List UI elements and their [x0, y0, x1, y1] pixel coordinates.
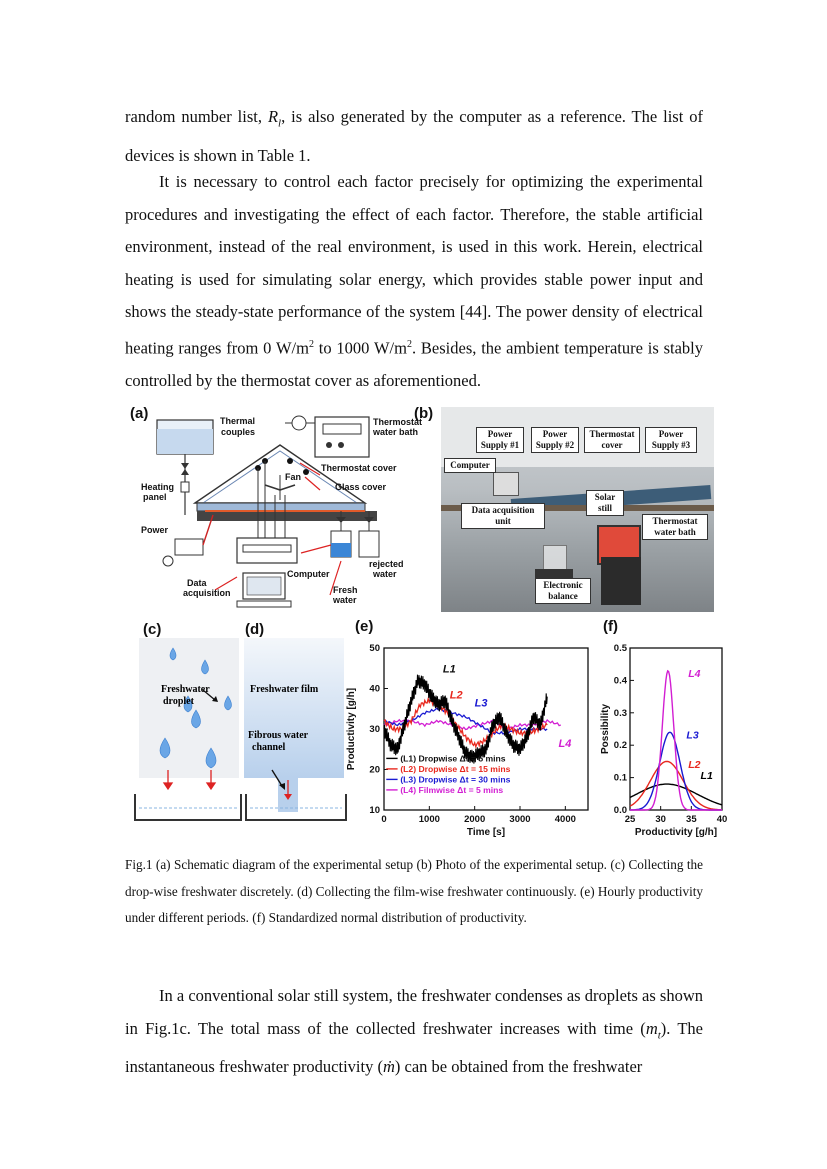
- label-data-acquisition-2: acquisition: [183, 588, 231, 598]
- x-axis-label: Time [s]: [466, 827, 506, 838]
- label-rejected-water-2: water: [373, 569, 397, 579]
- label-heating-panel: Heating: [141, 482, 175, 492]
- x-tick-label: 4000: [554, 814, 576, 825]
- callout-data-acquisition: Data acquisition unit: [461, 503, 545, 529]
- y-tick-label: 50: [369, 643, 380, 654]
- callout-electronic-balance: Electronic balance: [535, 578, 591, 604]
- annotation-l3: L3: [686, 729, 699, 742]
- series-line-l1: [384, 675, 547, 764]
- subscript: t: [657, 1028, 661, 1041]
- x-tick-label: 0: [381, 814, 387, 825]
- callout-thermostat-bath: Thermostat water bath: [642, 514, 708, 540]
- superscript: 2: [308, 338, 314, 350]
- variable-r: R: [267, 107, 279, 126]
- label-freshwater-droplet: Freshwater: [161, 684, 210, 695]
- label-freshwater-droplet-2: droplet: [163, 696, 194, 707]
- legend-entry-l3: (L3) Dropwise Δt = 30 mins: [400, 774, 511, 785]
- text-run: . Besides, the ambient temperature is stably controlled by the thermostat cover as aforementioned.: [125, 338, 704, 390]
- label-heating-panel-2: panel: [143, 492, 167, 502]
- annotation-l1: L1: [700, 770, 713, 783]
- legend-entry-l2: (L2) Dropwise Δt = 15 mins: [400, 763, 511, 774]
- figure-caption: Fig.1 (a) Schematic diagram of the experimental setup (b) Photo of the experimental setup. (c) Collecting the drop-wise freshwater discretely. (d) Collecting the film-wise freshwater continuously. (e) Hourly productivity under different periods. (f) Standardized normal distribution of productivity.: [125, 857, 704, 925]
- label-fan: Fan: [285, 472, 302, 482]
- callout-power-supply-3: Power Supply #3: [645, 427, 697, 453]
- panel-a-letter: (a): [130, 405, 149, 422]
- x-tick-label: 3000: [509, 814, 531, 825]
- label-data-acquisition: Data: [187, 578, 207, 588]
- variable-m: m: [645, 1018, 658, 1038]
- callout-solar-still: Solar still: [586, 490, 624, 516]
- text-run: It is necessary to control each factor precisely for optimizing the experimental procedures and investigating the effect of each factor. Therefore, the stable artificial environment, instead of the real environment, is used in this work. Herein, electrical heating is used for simulating solar energy, which provides stable power input and shows the steady-state performance of the system [44]. The power density of electrical heating ranges from 0 W/m: [125, 172, 703, 357]
- label-fresh-water-2: water: [333, 595, 357, 605]
- panel-c-letter: (c): [143, 621, 162, 638]
- text-run: ). The instantaneous freshwater productivity (: [125, 1018, 704, 1077]
- y-tick-label: 0.3: [613, 707, 627, 719]
- callout-computer: Computer: [444, 458, 496, 473]
- y-tick-label: 30: [369, 724, 380, 735]
- label-thermal-couples-2: couples: [221, 427, 256, 437]
- label-computer: Computer: [287, 569, 330, 579]
- chart-e-productivity: [340, 636, 600, 841]
- legend-entry-l1: (L1) Dropwise Δt = 5 mins: [400, 753, 506, 764]
- y-tick-label: 0.5: [613, 643, 627, 654]
- text-run: random number list,: [125, 107, 268, 126]
- panel-d-letter: (d): [245, 621, 265, 638]
- label-freshwater-film: Freshwater film: [250, 684, 319, 695]
- distribution-curve-l1: [630, 784, 722, 805]
- callout-thermostat-cover: Thermostat cover: [584, 427, 640, 453]
- text-run: , is also generated by the computer as a reference. The list of devices is shown in Table 1.: [125, 107, 703, 165]
- label-fresh-water: Fresh: [333, 585, 358, 595]
- label-thermostat-bath: Thermostat: [373, 417, 423, 427]
- label-fibrous-channel: Fibrous water: [248, 730, 309, 741]
- annotation-l4: L4: [558, 738, 572, 751]
- subscript: l: [278, 117, 282, 130]
- legend-entry-l4: (L4) Filmwise Δt = 5 mins: [400, 784, 504, 795]
- label-glass-cover: Glass cover: [335, 482, 387, 492]
- y-tick-label: 0.0: [613, 805, 627, 816]
- panel-d-filmwise-illustration: [240, 638, 350, 823]
- text-run: In a conventional solar still system, the freshwater condenses as droplets as shown in Fig.1c. The total mass of the collected freshwater increases with time (: [125, 986, 703, 1038]
- panel-b-letter: (b): [414, 405, 434, 422]
- y-tick-label: 20: [369, 764, 380, 776]
- y-tick-label: 0.2: [613, 740, 627, 752]
- panel-f-letter: (f): [603, 618, 618, 635]
- photo-daq: [493, 472, 519, 496]
- x-tick-label: 1000: [418, 814, 440, 825]
- annotation-l4: L4: [688, 668, 701, 681]
- x-tick-label: 30: [655, 814, 666, 825]
- annotation-l3: L3: [474, 697, 488, 710]
- x-tick-label: 40: [716, 814, 728, 825]
- label-thermostat-bath-2: water bath: [373, 427, 419, 437]
- y-tick-label: 40: [369, 683, 380, 695]
- symbol-m-dot: ṁ: [382, 1057, 395, 1077]
- y-tick-label: 10: [369, 805, 380, 816]
- chart-f-distribution: [596, 636, 728, 841]
- distribution-curve-l4: [630, 671, 722, 810]
- label-fibrous-channel-2: channel: [252, 742, 286, 753]
- annotation-l2: L2: [688, 758, 701, 771]
- paragraph-2: [125, 166, 703, 397]
- annotation-l1: L1: [442, 663, 456, 676]
- annotation-l2: L2: [449, 689, 463, 702]
- label-power: Power: [141, 525, 169, 535]
- y-tick-label: 0.4: [613, 675, 627, 687]
- label-thermal-couples: Thermal: [220, 416, 256, 426]
- x-tick-label: 2000: [464, 814, 486, 825]
- y-axis-label: Possibility: [600, 703, 611, 755]
- label-thermostat-cover: Thermostat cover: [321, 463, 397, 473]
- photo-bath-base: [601, 557, 641, 605]
- text-run: to 1000 W/m: [313, 338, 407, 357]
- x-tick-label: 25: [624, 814, 636, 825]
- y-axis-label: Productivity [g/h]: [346, 687, 357, 771]
- text-run: ) can be obtained from the freshwater: [394, 1057, 643, 1077]
- panel-c-dropwise-illustration: [133, 638, 243, 823]
- y-tick-label: 0.1: [613, 772, 627, 784]
- panel-e-letter: (e): [355, 618, 374, 635]
- paragraph-1: [125, 101, 703, 172]
- paragraph-3: [125, 980, 703, 1084]
- label-rejected-water: rejected: [369, 559, 404, 569]
- callout-power-supply-1: Power Supply #1: [476, 427, 524, 453]
- callout-power-supply-2: Power Supply #2: [531, 427, 579, 453]
- panel-a-schematic: [125, 405, 425, 613]
- superscript: 2: [406, 338, 412, 350]
- photo-beaker: [543, 545, 567, 571]
- x-tick-label: 35: [686, 814, 697, 825]
- x-axis-label: Productivity [g/h]: [634, 827, 718, 838]
